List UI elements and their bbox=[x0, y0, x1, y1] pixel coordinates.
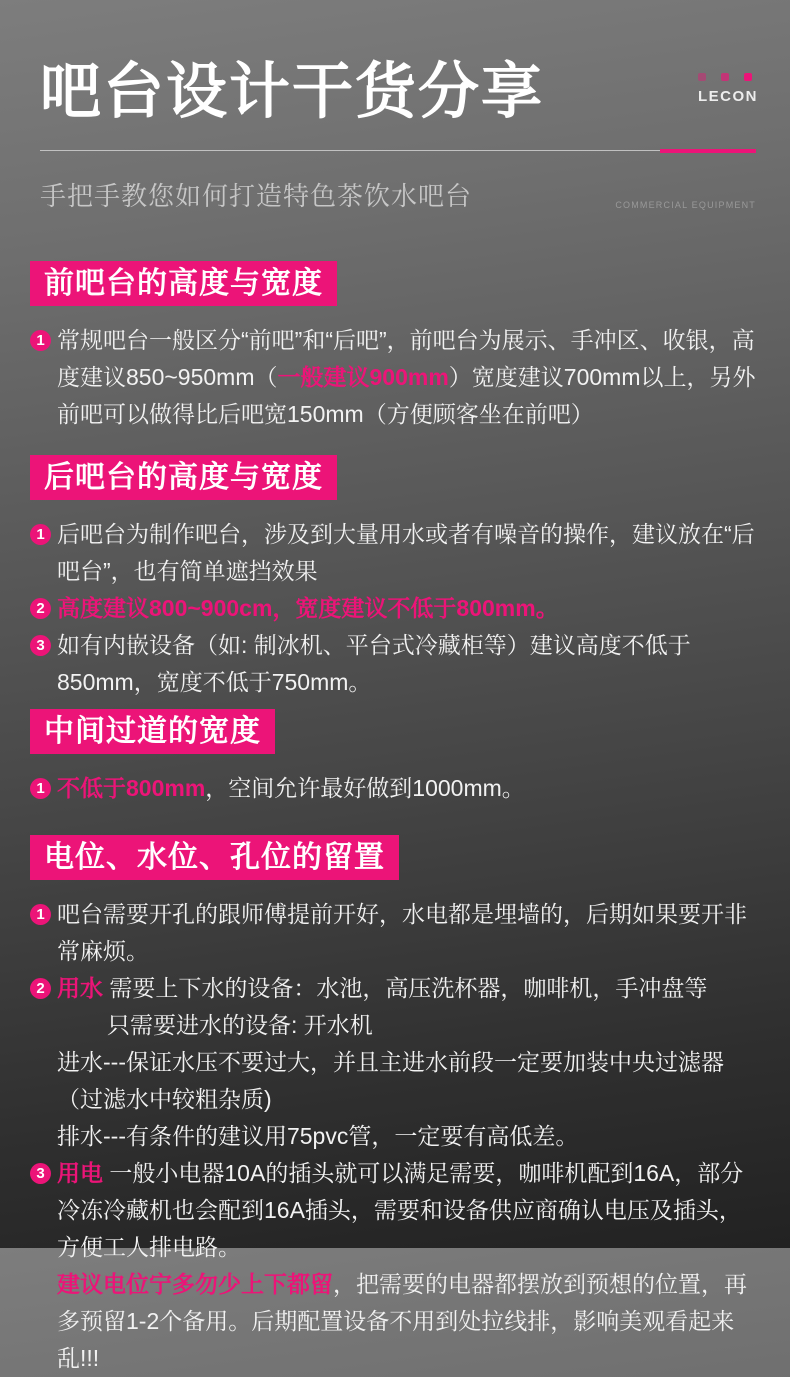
brand-logo bbox=[698, 73, 758, 105]
text-line bbox=[57, 1044, 760, 1118]
sections bbox=[0, 213, 790, 1377]
item-text bbox=[57, 896, 760, 970]
text-line bbox=[57, 1155, 760, 1266]
logo-dots bbox=[698, 73, 752, 81]
item-list bbox=[30, 516, 760, 701]
item-text bbox=[57, 970, 760, 1155]
brand-tagline: COMMERCIAL EQUIPMENT bbox=[615, 199, 756, 210]
item-number-badge: 2 bbox=[30, 598, 51, 619]
item-number-badge: 1 bbox=[30, 904, 51, 925]
item-number-badge: 1 bbox=[30, 524, 51, 545]
section-heading: 前吧台的高度与宽度 bbox=[44, 266, 323, 300]
text-run: 吧台需要开孔的跟师傅提前开好，水电都是埋墙的，后期如果要开非常麻烦。 bbox=[57, 900, 747, 964]
text-run: 排水---有条件的建议用75pvc管，一定要有高低差。 bbox=[57, 1122, 579, 1149]
section-heading: 电位、水位、孔位的留置 bbox=[44, 840, 385, 874]
accent-text-run: 用水 bbox=[57, 974, 103, 1001]
accent-text-run: 一般建议900mm bbox=[277, 363, 449, 390]
text-run: ，空间允许最好做到1000mm。 bbox=[205, 774, 525, 801]
divider-line bbox=[40, 150, 756, 151]
accent-text-run: 用电 bbox=[57, 1159, 103, 1186]
item-number-badge: 3 bbox=[30, 635, 51, 656]
text-run: 常规吧台一般区分“前吧”和“后吧”，前吧台为展示、手冲区、收银，高度建议850~950mm（ bbox=[57, 326, 755, 390]
item-text bbox=[57, 322, 760, 433]
list-item bbox=[30, 322, 760, 433]
item-list bbox=[30, 322, 760, 433]
dot-icon bbox=[721, 73, 729, 81]
text-line bbox=[57, 590, 760, 627]
section bbox=[30, 433, 760, 701]
item-number-badge: 1 bbox=[30, 330, 51, 351]
text-line bbox=[57, 1007, 760, 1044]
list-item bbox=[30, 896, 760, 970]
text-run: 需要上下水的设备：水池，高压洗杯器，咖啡机，手冲盘等 bbox=[103, 974, 708, 1001]
text-line bbox=[57, 1266, 760, 1377]
section-heading: 中间过道的宽度 bbox=[44, 714, 261, 748]
item-text bbox=[57, 627, 760, 701]
header bbox=[0, 0, 790, 213]
item-text bbox=[57, 590, 760, 627]
text-line bbox=[57, 896, 760, 970]
accent-text-run: 建议电位宁多勿少上下都留 bbox=[57, 1270, 333, 1297]
page-title: 吧台设计干货分享 bbox=[40, 57, 545, 125]
text-line bbox=[57, 1118, 760, 1155]
text-line bbox=[57, 627, 760, 701]
dot-icon bbox=[698, 73, 706, 81]
section-heading-badge bbox=[30, 835, 399, 880]
text-run: 只需要进水的设备: 开水机 bbox=[107, 1011, 373, 1038]
section bbox=[30, 213, 760, 433]
list-item bbox=[30, 516, 760, 590]
item-text bbox=[57, 770, 760, 807]
text-run: ，把需要的电器都摆放到预想的位置，再多预留1-2个备用。后期配置设备不用到处拉线排，影响美观看起来乱!!! bbox=[57, 1270, 747, 1371]
list-item bbox=[30, 970, 760, 1155]
text-line bbox=[57, 516, 760, 590]
item-list bbox=[30, 770, 760, 807]
page-subtitle: 手把手教您如何打造特色茶饮水吧台 bbox=[40, 180, 473, 211]
item-text bbox=[57, 516, 760, 590]
list-item bbox=[30, 1155, 760, 1377]
text-line bbox=[57, 770, 760, 807]
section-heading-badge bbox=[30, 455, 337, 500]
divider-accent-bar bbox=[660, 149, 756, 153]
item-number-badge: 1 bbox=[30, 778, 51, 799]
text-run: 进水---保证水压不要过大，并且主进水前段一定要加装中央过滤器（过滤水中较粗杂质) bbox=[57, 1048, 724, 1112]
list-item bbox=[30, 627, 760, 701]
item-number-badge: 3 bbox=[30, 1163, 51, 1184]
section-heading-badge bbox=[30, 261, 337, 306]
item-text bbox=[57, 1155, 760, 1377]
list-item bbox=[30, 590, 760, 627]
section-heading: 后吧台的高度与宽度 bbox=[44, 460, 323, 494]
text-run: 后吧台为制作吧台，涉及到大量用水或者有噪音的操作，建议放在“后吧台”，也有简单遮挡效果 bbox=[57, 520, 755, 584]
subtitle-row bbox=[40, 176, 756, 213]
brand-name: LECON bbox=[698, 88, 758, 105]
item-number-badge: 2 bbox=[30, 978, 51, 999]
section bbox=[30, 807, 760, 1377]
accent-text-run: 不低于800mm bbox=[57, 774, 206, 801]
section bbox=[30, 701, 760, 807]
header-divider bbox=[40, 149, 756, 153]
dot-icon bbox=[744, 73, 752, 81]
accent-text-run: 高度建议800~900cm，宽度建议不低于800mm。 bbox=[57, 594, 559, 621]
list-item bbox=[30, 770, 760, 807]
text-run: 如有内嵌设备（如: 制冰机、平台式冷藏柜等）建议高度不低于850mm，宽度不低于750mm。 bbox=[57, 631, 691, 695]
text-line bbox=[57, 322, 760, 433]
text-run: ）宽度建议700mm以上，另外前吧可以做得比后吧宽150mm（方便顾客坐在前吧） bbox=[57, 363, 756, 427]
item-list bbox=[30, 896, 760, 1377]
text-run: 一般小电器10A的插头就可以满足需要，咖啡机配到16A，部分冷冻冷藏机也会配到16A插头，需要和设备供应商确认电压及插头，方便工人排电路。 bbox=[57, 1159, 744, 1260]
text-line bbox=[57, 970, 760, 1007]
section-heading-badge bbox=[30, 709, 275, 754]
